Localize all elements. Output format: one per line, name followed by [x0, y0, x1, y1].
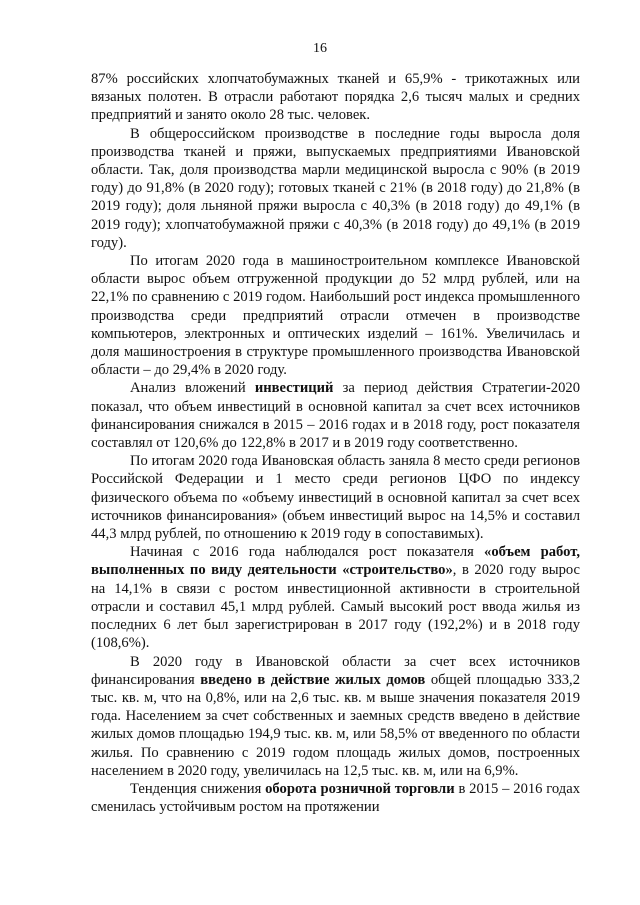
paragraph-text: Начиная с 2016 года наблюдался рост показателя — [130, 544, 485, 561]
page-number: 16 — [313, 41, 327, 56]
emphasis-term-construction: «объем работ, выполненных по виду деятельности «строительство» — [91, 544, 580, 579]
paragraph-5 — [91, 452, 580, 543]
paragraph-text: , в 2020 году вырос на 14,1% в связи с ростом инвестиционной активности в строительной отрасли и составил 45,1 млрд рублей. Самый высокий рост ввода жилья из последних 6 лет был зарегистрирован в 2017 году (192,2%) и в 2018 году (108,6%). — [91, 562, 580, 652]
paragraph-8 — [91, 780, 580, 816]
paragraph-text: Тенденция снижения — [130, 780, 266, 797]
paragraph-text: за период действия Стратегии-2020 показал, что объем инвестиций в основной капитал за счет всех источников финансирования снижался в 2015 – 2016 годах и в 2018 году, рост показателя составлял от 120,6% до 122,8% в 2017 и в 2019 году соответственно. — [91, 380, 580, 452]
paragraph-7 — [91, 653, 580, 780]
paragraph-text: В общероссийском производстве в последние годы выросла доля производства тканей и пряжи, выпускаемых предприятиями Ивановской области. Так, доля производства марли медицинской выросла с 90% (в 2019 году) до 91,8% (в 2020 году); готовых тканей с 21% (в 2018 году) до 21,8% (в 2019 году); доля льняной пряжи выросла с 40,3% (в 2018 году) до 49,1% (в 2019 году); хлопчатобумажной пряжи с 40,3% (в 2018 году) до 49,1% (в 2019 году). — [91, 125, 580, 251]
paragraph-text: По итогам 2020 года в машиностроительном комплексе Ивановской области вырос объем отгруженной продукции до 52 млрд рублей, или на 22,1% по сравнению с 2019 годом. Наибольший рост индекса промышленного производства среди предприятий отрасли отмечен в производстве компьютеров, электронных и оптических изделий – 161%. Увеличилась и доля машиностроения в структуре промышленного производства Ивановской области – до 29,4% в 2020 году. — [91, 253, 580, 379]
paragraph-6 — [91, 543, 580, 652]
paragraph-text: общей площадью 333,2 тыс. кв. м, что на 0,8%, или на 2,6 тыс. кв. м выше значения показателя 2019 года. Населением за счет собственных и заемных средств введено в действие жилых домов площадью 194,9 тыс. кв. м, или 58,5% от введенного по области жилья. По сравнению с 2019 годом площадь жилых домов, построенных населением в 2020 году, увеличилась на 12,5 тыс. кв. м, или на 6,9%. — [91, 671, 581, 779]
emphasis-term-housing: введено в действие жилых домов — [200, 671, 426, 688]
paragraph-text: в 2015 – 2016 годах сменилась устойчивым ростом на протяжении — [91, 780, 580, 816]
paragraph-3 — [91, 252, 580, 379]
paragraph-text: В 2020 году в Ивановской области за счет всех источников финансирования — [91, 653, 580, 688]
paragraph-text: 87% российских хлопчатобумажных тканей и 65,9% - трикотажных или вязаных полотен. В отрасли работают порядка 2,6 тысяч малых и средних предприятий и занято около 28 тыс. человек. — [91, 71, 580, 124]
emphasis-term-retail: оборота розничной торговли — [265, 780, 455, 797]
paragraph-text: Анализ вложений — [130, 380, 255, 397]
emphasis-term-investments: инвестиций — [254, 380, 334, 397]
document-body — [91, 70, 580, 816]
paragraph-4 — [91, 379, 580, 452]
paragraph-text: По итогам 2020 года Ивановская область заняла 8 место среди регионов Российской Федерации и 1 место среди регионов ЦФО по индексу физического объема по «объему инвестиций в основной капитал за счет всех источников финансирования» (объем инвестиций вырос на 14,5% и составил 44,3 млрд рублей, по отношению к 2019 году в сопоставимых). — [91, 453, 580, 543]
paragraph-2 — [91, 125, 580, 252]
paragraph-1 — [91, 70, 580, 125]
